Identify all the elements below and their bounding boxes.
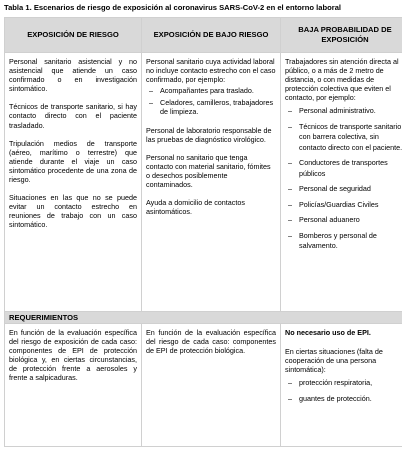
header-exposure-risk: EXPOSICIÓN DE RIESGO (5, 18, 142, 53)
paragraph: Personal sanitario asistencial y no asistencial que atiende un caso confirmado o en investigación sintomático. (9, 57, 137, 94)
list-item: – Personal administrativo. (285, 106, 402, 117)
paragraph: No necesario uso de EPI. (285, 328, 371, 337)
paragraph: Tripulación medios de transporte (aéreo, marítimo o terrestre) que atiende durante el viaje un caso sintomático procedente de una zona de riesgo. (9, 138, 137, 185)
paragraph: En función de la evaluación específica del riesgo de cada caso: componentes de EPI de protección biológica. (146, 328, 276, 356)
paragraph: Personal sanitario cuya actividad laboral no incluye contacto estrecho con el caso confirmado, por ejemplo: (146, 57, 276, 85)
risk-scenarios-table (4, 17, 402, 447)
list-item: – Policías/Guardias Civiles (285, 200, 402, 211)
table-caption: Tabla 1. Escenarios de riesgo de exposición al coronavirus SARS-CoV-2 en el entorno laboral (4, 3, 342, 12)
cell-low-probability (281, 53, 402, 312)
list-item: – Bomberos y personal de salvamento. (285, 231, 402, 252)
cell-req-low-risk (142, 324, 281, 447)
paragraph: En ciertas situaciones (falta de cooperación de una persona sintomática): (285, 347, 383, 375)
dash-list (146, 86, 276, 116)
requirements-header-row (5, 312, 402, 324)
paragraph: Ayuda a domicilio de contactos asintomáticos. (146, 198, 245, 217)
cell-exposure-risk (5, 53, 142, 312)
list-item: – protección respiratoria, (285, 378, 402, 389)
list-item: – Personal de seguridad (285, 184, 402, 195)
dash-list (285, 378, 402, 404)
paragraph: En función de la evaluación específica del riesgo de exposición de cada caso: componentes de EPI de protección biológica y, en ciertas circunstancias, de protección frente a aerosoles y frente a salpicaduras. (9, 328, 137, 383)
cell-req-low-probability (281, 324, 402, 447)
header-low-risk: EXPOSICIÓN DE BAJO RIESGO (142, 18, 281, 53)
list-item: – Personal aduanero (285, 215, 402, 226)
paragraph: Técnicos de transporte sanitario, si hay contacto directo con el paciente trasladado. (9, 102, 137, 130)
list-item: – Celadores, camilleros, trabajadores de limpieza. (146, 98, 276, 116)
table-header-row (5, 18, 402, 53)
table-row-scenarios (5, 53, 402, 312)
table-row-requirements (5, 324, 402, 447)
list-item: – guantes de protección. (285, 394, 402, 405)
paragraph: Personal de laboratorio responsable de las pruebas de diagnóstico virológico. (146, 125, 272, 144)
list-item: – Acompañantes para traslado. (146, 86, 276, 95)
cell-low-risk (142, 53, 281, 312)
paragraph: Personal no sanitario que tenga contacto con material sanitario, fómites o desechos posiblemente contaminados. (146, 152, 271, 190)
paragraph: Situaciones en las que no se puede evitar un contacto estrecho en reuniones de trabajo con un caso sintomático. (9, 193, 137, 230)
paragraph: Trabajadores sin atención directa al público, o a más de 2 metro de distancia, o con medidas de protección colectiva que eviten el contacto, por ejemplo: (285, 57, 399, 103)
list-item: – Conductores de transportes públicos (285, 158, 402, 179)
list-item: – Técnicos de transporte sanitario con barrera colectiva, sin contacto directo con el paciente. (285, 122, 402, 154)
header-low-probability: BAJA PROBABILIDAD DE EXPOSICIÓN (281, 18, 402, 53)
cell-req-exposure-risk (5, 324, 142, 447)
dash-list (285, 106, 402, 252)
requirements-header: REQUERIMIENTOS (5, 312, 402, 324)
